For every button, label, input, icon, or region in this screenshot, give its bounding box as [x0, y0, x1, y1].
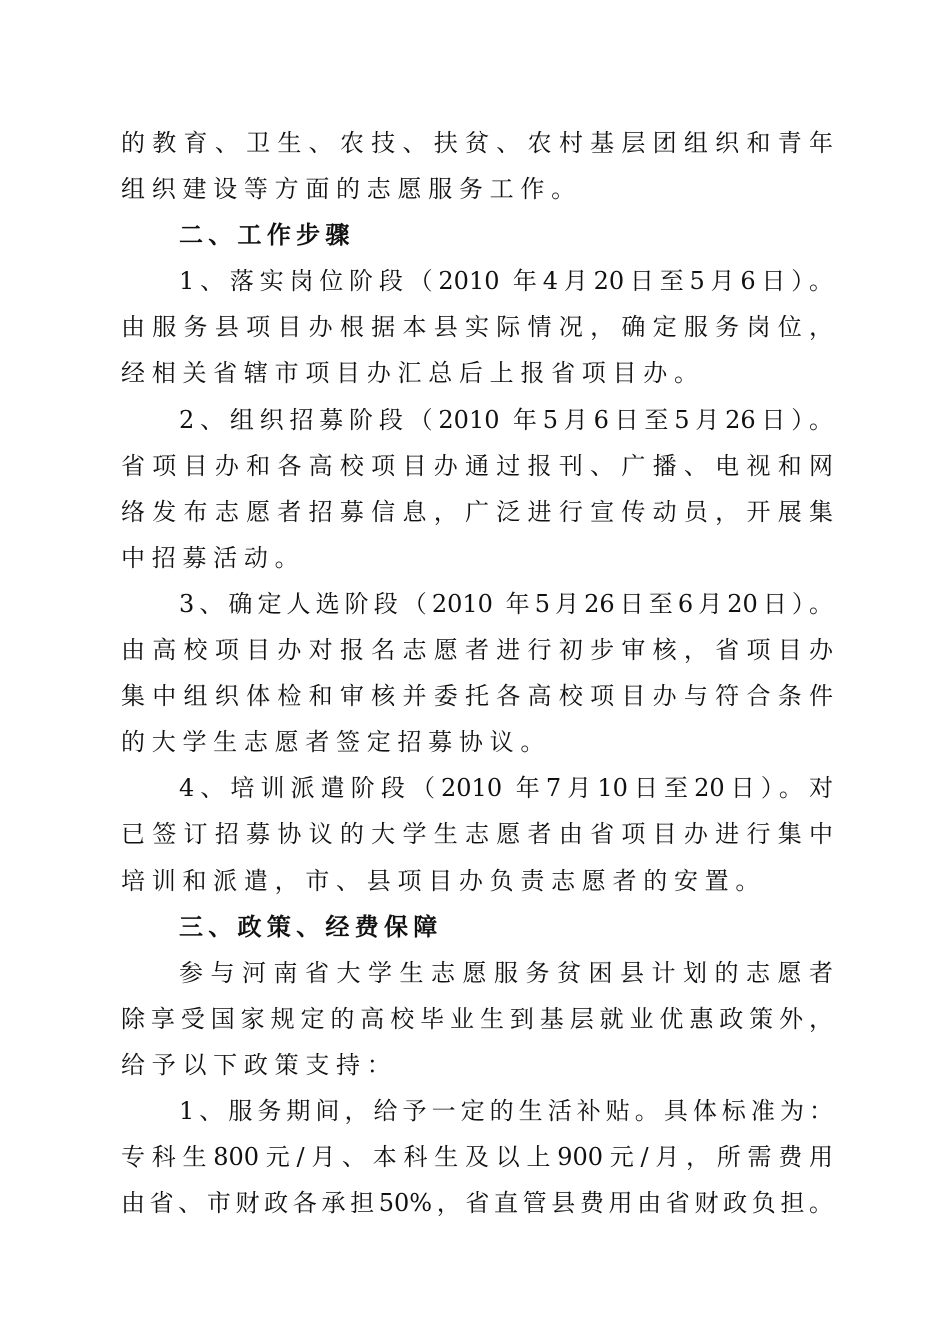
text-line: 由省、市财政各承担50%，省直管县费用由省财政负担。	[121, 1189, 833, 1218]
text-line: 集中组织体检和审核并委托各高校项目办与符合条件	[121, 682, 833, 711]
text-line: 的大学生志愿者签定招募协议。	[121, 728, 552, 757]
text-line: 的教育、卫生、农技、扶贫、农村基层团组织和青年	[121, 129, 833, 157]
text-line: 给予以下政策支持：	[121, 1050, 398, 1079]
text-line: 由高校项目办对报名志愿者进行初步审核，省项目办	[121, 636, 833, 665]
text-line: 3、确定人选阶段（2010 年5月26日至6月20日）。	[179, 589, 833, 618]
section-heading: 三、政策、经费保障	[179, 912, 443, 941]
section-heading: 二、工作步骤	[179, 221, 355, 250]
text-line: 中招募活动。	[121, 543, 306, 572]
text-line: 络发布志愿者招募信息，广泛进行宣传动员，开展集	[121, 497, 833, 526]
text-line: 1、落实岗位阶段（2010 年4月20日至5月6日）。	[179, 267, 833, 296]
text-line: 4、培训派遣阶段（2010 年7月10日至20日）。对	[179, 774, 833, 803]
document-body	[121, 120, 833, 1226]
text-line: 由服务县项目办根据本县实际情况，确定服务岗位，	[121, 313, 833, 342]
text-line: 组织建设等方面的志愿服务工作。	[121, 175, 582, 204]
text-line: 经相关省辖市项目办汇总后上报省项目办。	[121, 359, 705, 388]
text-line: 2、组织招募阶段（2010 年5月6日至5月26日）。	[179, 405, 833, 434]
text-line: 省项目办和各高校项目办通过报刊、广播、电视和网	[121, 451, 833, 480]
text-line: 参与河南省大学生志愿服务贫困县计划的志愿者	[179, 958, 833, 987]
text-line: 培训和派遣，市、县项目办负责志愿者的安置。	[121, 866, 767, 895]
text-line: 专科生800元/月、本科生及以上900元/月，所需费用	[121, 1143, 833, 1172]
text-line: 已签订招募协议的大学生志愿者由省项目办进行集中	[121, 820, 833, 849]
text-line: 1、服务期间，给予一定的生活补贴。具体标准为：	[179, 1096, 833, 1125]
text-line: 除享受国家规定的高校毕业生到基层就业优惠政策外，	[121, 1004, 833, 1033]
